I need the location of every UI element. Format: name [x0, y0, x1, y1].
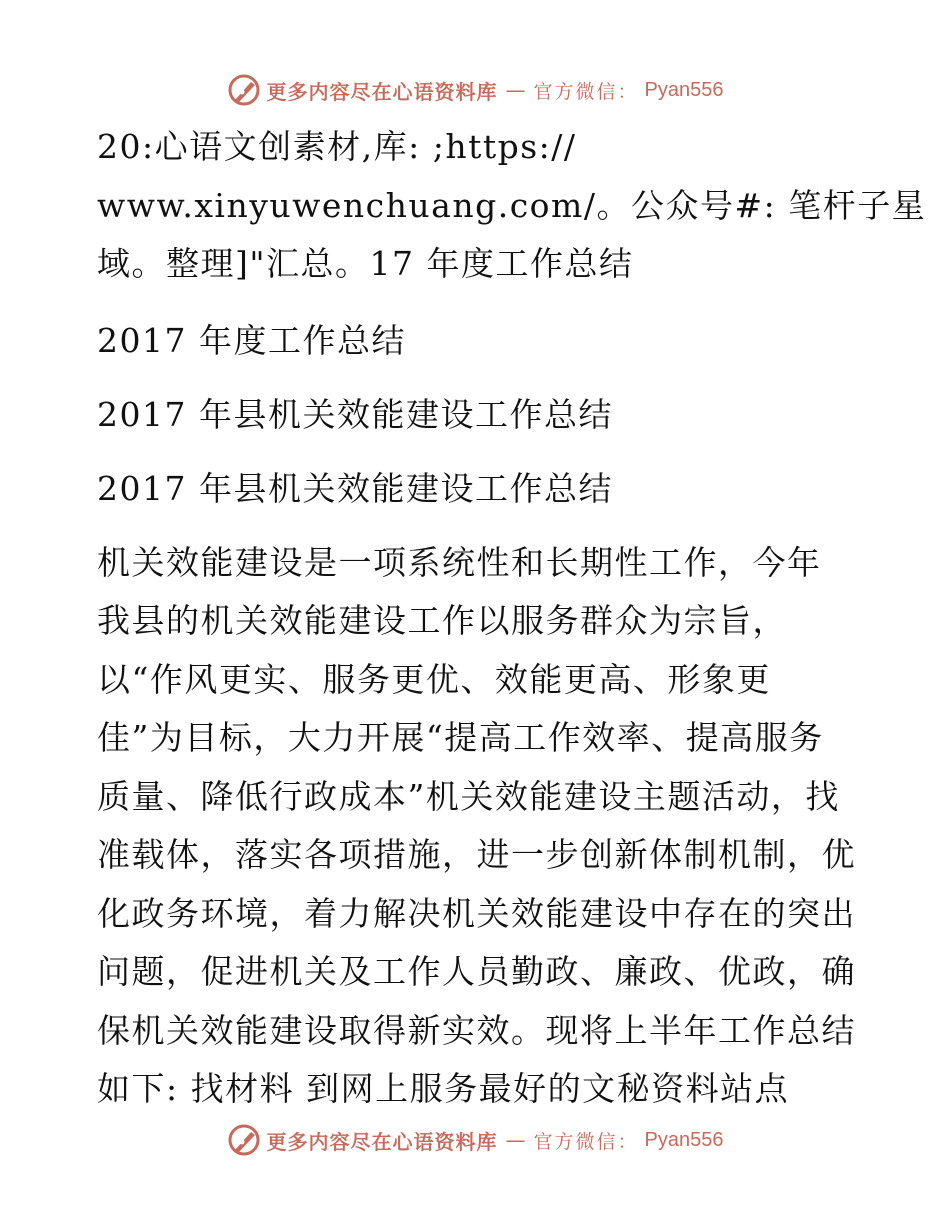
pen-logo-icon	[227, 1123, 261, 1157]
header-banner	[0, 70, 950, 110]
intro-line: 域。整理]"汇总。17 年度工作总结	[97, 244, 634, 283]
footer-banner	[0, 1120, 950, 1160]
footer-banner-inner	[227, 1123, 724, 1157]
intro-block	[97, 118, 927, 294]
body-line: 保机关效能建设取得新实效。现将上半年工作总结	[97, 1010, 856, 1050]
title-year: 2017 年度工作总结	[97, 320, 406, 360]
banner-dash: —	[505, 78, 526, 102]
banner-wechat-id: Pyan556	[644, 1128, 724, 1151]
body-line: 机关效能建设是一项系统性和长期性工作，今年	[97, 542, 822, 582]
banner-sub-text: 官方微信：	[533, 80, 639, 103]
document-body	[97, 118, 927, 1119]
intro-line: www.xinyuwenchuang.com/。公众号#: 笔杆子星	[97, 185, 927, 225]
body-line: 质量、降低行政成本”机关效能建设主题活动，找	[97, 776, 840, 816]
pen-logo-icon	[227, 73, 261, 107]
banner-main-text: 更多内容尽在心语资料库	[266, 1129, 498, 1154]
body-line: 佳”为目标，大力开展“提高工作效率、提高服务	[97, 718, 824, 757]
intro-line: 20:心语文创素材,库: ;https://	[97, 127, 577, 166]
body-line: 问题，促进机关及工作人员勤政、廉政、优政，确	[97, 952, 856, 991]
body-paragraph	[97, 534, 857, 1119]
subtitle-2: 2017 年县机关效能建设工作总结	[97, 468, 613, 508]
banner-main-text: 更多内容尽在心语资料库	[266, 79, 498, 104]
body-line: 以“作风更实、服务更优、效能更高、形象更	[97, 659, 771, 699]
body-line: 准载体，落实各项措施，进一步创新体制机制，优	[97, 835, 856, 874]
body-line: 如下: 找材料 到网上服务最好的文秘资料站点	[97, 1069, 790, 1108]
body-line: 化政务环境，着力解决机关效能建设中存在的突出	[97, 893, 856, 933]
subtitle-1: 2017 年县机关效能建设工作总结	[97, 394, 613, 434]
banner-wechat-id: Pyan556	[644, 78, 724, 101]
banner-dash: —	[505, 1128, 526, 1152]
body-line: 我县的机关效能建设工作以服务群众为宗旨，	[97, 601, 787, 640]
header-banner-inner	[227, 73, 724, 107]
banner-sub-text: 官方微信：	[533, 1130, 639, 1153]
